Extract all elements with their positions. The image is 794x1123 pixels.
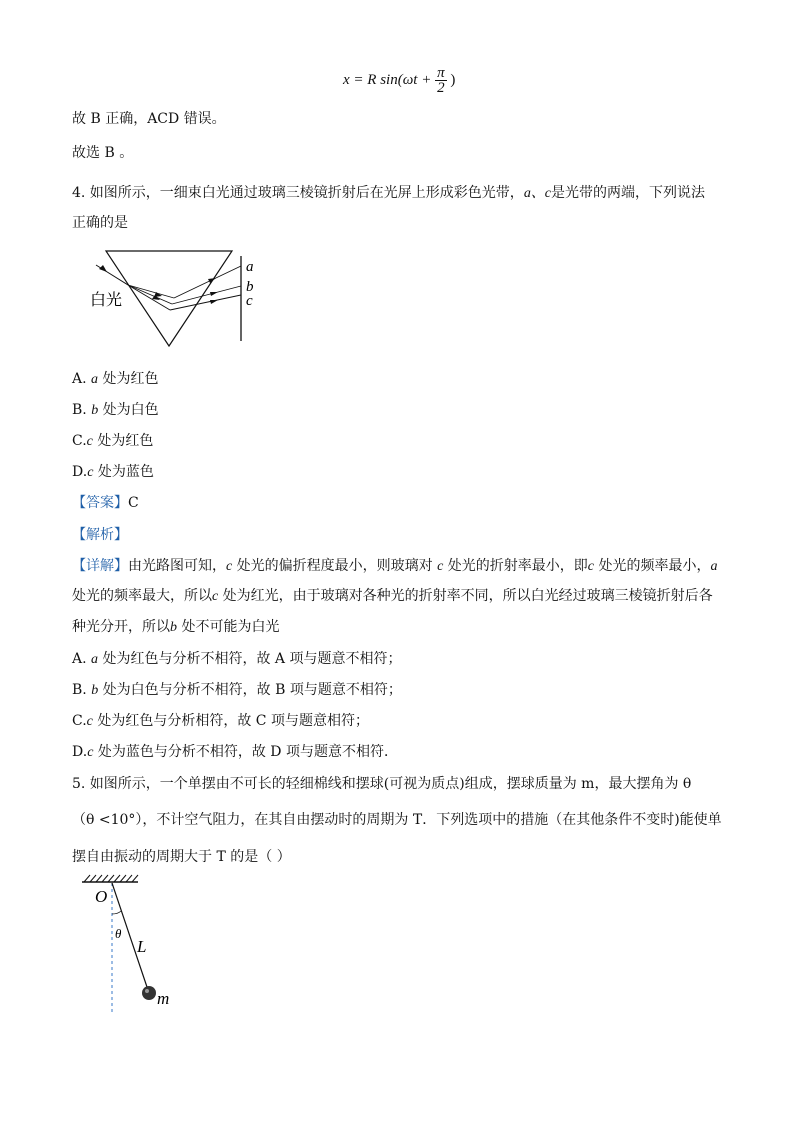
ana-a-var: a bbox=[91, 652, 99, 667]
formula-denominator: 2 bbox=[437, 80, 445, 96]
formula-prefix: x = R sin(ωt + bbox=[343, 71, 432, 88]
outgoing-ray-c bbox=[170, 295, 241, 310]
outgoing-ray-a bbox=[174, 266, 241, 298]
text-line-2: 故选 B 。 bbox=[72, 145, 134, 161]
question-4-stem bbox=[72, 184, 705, 203]
ceiling-hatch bbox=[84, 875, 138, 882]
detail-1e: 处光的折射率最小，即 bbox=[447, 558, 588, 574]
ana-c-prefix: C. bbox=[72, 713, 87, 729]
q4-part-a: 4. 如图所示，一细束白光通过玻璃三棱镜折射后在光屏上形成彩色光带， bbox=[72, 185, 524, 201]
detail-3a: 种光分开，所以 bbox=[72, 619, 170, 635]
option-b-var: b bbox=[91, 403, 99, 418]
detail-1d: c bbox=[437, 559, 444, 574]
answer-tag: 【答案】 bbox=[72, 495, 128, 511]
prism-triangle bbox=[106, 251, 232, 346]
option-d-var: c bbox=[87, 465, 94, 480]
detail-line-3 bbox=[72, 618, 279, 637]
question-5-line-2: （θ <10°），不计空气阻力，在其自由摆动时的周期为 T．下列选项中的措施（在其他条件不变时)能使单 bbox=[72, 812, 722, 828]
detail-1a: 由光路图可知， bbox=[128, 558, 226, 574]
detail-3b: b bbox=[170, 620, 177, 635]
label-a: a bbox=[246, 259, 254, 275]
label-theta: θ bbox=[115, 926, 122, 941]
question-4-stem-end: 正确的是 bbox=[72, 215, 128, 231]
option-b[interactable] bbox=[72, 401, 159, 420]
label-l: L bbox=[137, 937, 147, 956]
ana-b-text: 处为白色与分析不相符，故 B 项与题意不相符； bbox=[102, 682, 402, 698]
ana-d-text: 处为蓝色与分析不相符，故 D 项与题意不相符． bbox=[97, 744, 398, 760]
question-5-line-3: 摆自由振动的周期大于 T 的是（ ） bbox=[72, 849, 291, 865]
detail-1h: a bbox=[710, 559, 718, 574]
option-d-text: 处为蓝色 bbox=[97, 464, 154, 480]
formula-suffix: ) bbox=[450, 71, 456, 88]
option-a-var: a bbox=[91, 372, 99, 387]
option-c-prefix: C. bbox=[72, 433, 87, 449]
pendulum-bob bbox=[142, 986, 156, 1000]
incident-arrow-icon bbox=[99, 265, 107, 272]
arrow-a-icon bbox=[208, 278, 216, 283]
option-a-prefix: A. bbox=[72, 371, 87, 387]
label-o: O bbox=[95, 887, 108, 906]
text-line-1: 故 B 正确，ACD 错误。 bbox=[72, 111, 226, 127]
option-c[interactable] bbox=[72, 432, 153, 451]
ana-a-prefix: A. bbox=[72, 651, 87, 667]
detail-line-2 bbox=[72, 587, 713, 606]
angle-arc bbox=[112, 911, 121, 914]
detail-1f: c bbox=[587, 559, 595, 574]
detail-2b: c bbox=[212, 589, 219, 604]
question-5-line-1: 5. 如图所示，一个单摆由不可长的轻细棉线和摆球(可视为质点)组成，摆球质量为 m，最大摆角为 θ bbox=[72, 776, 692, 792]
option-c-var: c bbox=[86, 434, 93, 449]
analysis-b bbox=[72, 681, 402, 700]
option-b-text: 处为白色 bbox=[102, 402, 159, 418]
detail-2c: 处为红光，由于玻璃对各种光的折射率不同，所以白光经过玻璃三棱镜折射后各 bbox=[222, 588, 713, 604]
label-c: c bbox=[246, 293, 253, 309]
ana-d-var: c bbox=[87, 745, 94, 760]
option-a-text: 处为红色 bbox=[102, 371, 159, 387]
ana-b-prefix: B. bbox=[72, 682, 87, 698]
inner-ray-top bbox=[128, 285, 174, 298]
detail-tag: 【详解】 bbox=[72, 558, 128, 574]
option-b-prefix: B. bbox=[72, 402, 87, 418]
formula bbox=[343, 66, 455, 95]
option-d-prefix: D. bbox=[72, 464, 88, 480]
detail-3c: 处不可能为白光 bbox=[181, 619, 280, 635]
ana-d-prefix: D. bbox=[72, 744, 88, 760]
detail-1b: c bbox=[226, 559, 233, 574]
analysis-d bbox=[72, 743, 398, 762]
detail-1c: 处光的偏折程度最小，则玻璃对 bbox=[236, 558, 433, 574]
label-b: b bbox=[246, 279, 254, 295]
analysis-a bbox=[72, 650, 401, 669]
detail-1g: 处光的频率最小， bbox=[598, 558, 711, 574]
pendulum-figure bbox=[76, 872, 186, 1014]
ana-b-var: b bbox=[91, 683, 99, 698]
formula-numerator: π bbox=[437, 65, 445, 81]
detail-2a: 处光的频率最大，所以 bbox=[72, 588, 212, 604]
ana-a-text: 处为红色与分析不相符，故 A 项与题意不相符； bbox=[102, 651, 402, 667]
ana-c-text: 处为红色与分析相符，故 C 项与题意相符； bbox=[97, 713, 369, 729]
q4-part-c: 是光带的两端，下列说法 bbox=[551, 185, 706, 201]
arrow-c-icon bbox=[210, 300, 218, 304]
option-a[interactable] bbox=[72, 370, 158, 389]
q4-part-b: a、c bbox=[523, 186, 552, 201]
option-d[interactable] bbox=[72, 463, 154, 482]
answer-value: C bbox=[128, 495, 139, 511]
ana-c-var: c bbox=[86, 714, 93, 729]
answer-line bbox=[72, 494, 139, 512]
inner-ray-bottom bbox=[128, 285, 170, 310]
option-c-text: 处为红色 bbox=[97, 433, 154, 449]
analysis-c bbox=[72, 712, 369, 731]
label-m: m bbox=[157, 989, 170, 1008]
formula-fraction bbox=[435, 66, 447, 95]
prism-figure bbox=[88, 248, 268, 348]
arrow-b-icon bbox=[210, 292, 218, 296]
analysis-tag bbox=[72, 526, 128, 544]
analysis-label: 【解析】 bbox=[72, 527, 128, 543]
detail-line-1 bbox=[72, 557, 717, 576]
label-white-light: 白光 bbox=[90, 290, 123, 309]
